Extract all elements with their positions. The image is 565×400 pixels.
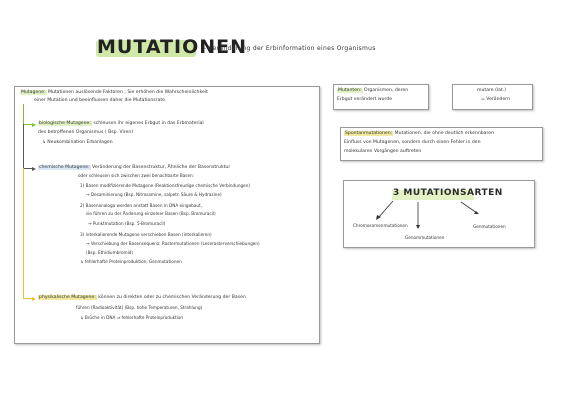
spontan-line3: molekularen Vorgängen auftreten <box>344 149 422 154</box>
spontan-text1: Mutationen, die ohne deutlich erkennbaren <box>394 131 495 136</box>
spontan-line2: Einfluss von Mutagenen, sondern durch einen Fehler in den <box>344 140 481 145</box>
phys-mutagene-line2: führen (Radioaktivität) (Bsp. hohe Temperaturen, Strahlung) <box>76 305 203 310</box>
arrow-to-gen <box>461 202 477 213</box>
chem-mutagene-line1 <box>38 165 230 171</box>
phys-arrowhead <box>32 297 36 301</box>
chem-mutagene-line2: oder schleusen sich zwischen zwei benachbarte Basen: <box>78 173 195 178</box>
chromosomenmutationen-label: Chromosomenmutationen <box>353 223 408 228</box>
mutare-line2: = Verändern <box>481 97 510 102</box>
chem-item2a: 2) Basenanaloga werden anstatt Basen in DNA eingebaut, <box>80 203 203 208</box>
chem-item1b: → Desaminierung (Bsp. Nitrosamine, salpetr. Säure & Hydrazine) <box>86 192 222 197</box>
mutagene-definition-text: Mutationen auslösende Faktoren ; Sie erhöhen die Wahrscheinlichkeit <box>48 90 208 95</box>
chem-mutagene-label: chemische Mutagene: <box>39 165 90 170</box>
chem-item3b: → Verschiebung der Basensequenz: Rastermutationen (Leserasterverschiebungen) <box>86 241 260 246</box>
bio-mutagene-line1 <box>38 121 204 127</box>
spontan-term: Spontanmutationen: <box>345 131 393 136</box>
chem-item4: ↳ fehlerhafte Proteinproduktion, Genmutationen <box>80 259 182 264</box>
phys-mutagene-text1: können zu direkten oder zu chemischen Veränderung der Basen <box>98 295 246 300</box>
bio-connector-line <box>23 104 24 125</box>
arrowhead-genom <box>416 225 420 229</box>
phys-mutagene-label: physikalische Mutagene: <box>39 295 96 300</box>
mutagene-definition-line2: einer Mutation und beeinflussen daher die Mutationsrate. <box>34 98 167 103</box>
bio-arrowhead <box>32 123 36 127</box>
bio-mutagene-label: biologische Mutagene: <box>39 121 91 126</box>
phys-connector-line <box>23 168 24 299</box>
page-subtitle: - Veränderung der Erbinformation eines Organismus <box>204 45 376 52</box>
bio-mutagene-text1: schleusen ihr eigenes Erbgut in das Erbmaterial <box>93 121 204 126</box>
arrow-to-chromosomen <box>378 201 393 218</box>
chem-arrowhead <box>32 167 36 171</box>
bio-mutagene-line2: des betroffenen Organismus ( Bsp. Viren) <box>38 130 134 135</box>
mutare-line1: mutare (lat.) <box>477 88 507 93</box>
mutanten-text1: Organismen, deren <box>363 88 409 93</box>
page-title: MUTATIONEN <box>97 36 248 58</box>
genmutationen-label: Genmutationen <box>473 224 506 229</box>
mutagene-term: Mutagene: <box>21 90 46 95</box>
mutanten-line2: Erbgut verändert wurde <box>337 97 393 102</box>
chem-item2b: sie führen zu der Änderung einzelner Basen (Bsp. Bromuracil) <box>86 211 216 216</box>
mutationsarten-title: 3 MUTATIONSARTEN <box>393 188 503 198</box>
spontan-line1 <box>344 131 494 137</box>
mutanten-term: Mutanten: <box>338 88 362 93</box>
chem-item2c: → Punktmutation (Bsp. 5-Bromuracil) <box>88 221 166 226</box>
chem-item1a: 1) Basen modifizierende Mutagene (Reaktionsfreudige chemische Verbindungen) <box>80 183 251 188</box>
chem-item3a: 3) interkalierende Mutagene verschieben Basen (interkalieren) <box>80 232 212 237</box>
mutagene-definition-line1 <box>20 90 208 96</box>
chem-mutagene-text1: Veränderung der Basenstruktur, Ähnliche der Basenstruktur <box>92 165 231 170</box>
chem-item3c: (Bsp. Ethidiumbromid) <box>86 250 134 255</box>
bio-mutagene-line3: ↳ Neukombination Erbanlagen <box>42 140 113 145</box>
mutanten-line1 <box>337 88 408 94</box>
phys-mutagene-line1 <box>38 295 246 301</box>
genommutationen-label: Genommutationen <box>405 235 445 240</box>
phys-mutagene-line3: ↳ Brüche in DNA ⇒ fehlerhafte Proteinproduktion <box>80 315 184 320</box>
chem-connector-line <box>23 124 24 169</box>
